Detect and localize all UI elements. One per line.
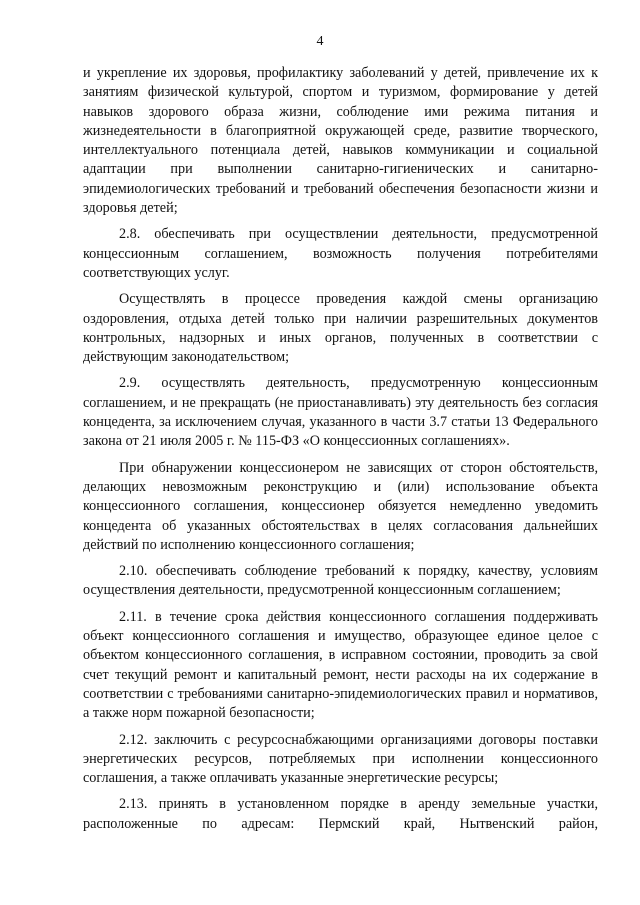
document-body <box>83 64 598 834</box>
paragraph-2-10: 2.10. обеспечивать соблюдение требований к порядку, качеству, условиям осуществления деятельности, предусмотренной концессионным соглашением; <box>83 563 598 599</box>
paragraph-2-8-additional: Осуществлять в процессе проведения каждой смены организацию оздоровления, отдыха детей только при наличии разрешительных документов контрольных, надзорных и иных органов, полученных в соответствии с действующим законодательством; <box>83 291 598 366</box>
paragraph-2-13: 2.13. принять в установленном порядке в аренду земельные участки, расположенные по адресам: Пермский край, Нытвенский район, <box>83 796 598 832</box>
paragraph-2-11: 2.11. в течение срока действия концессионного соглашения поддерживать объект концессионного соглашения и имущество, образующее единое целое с объектом концессионного соглашения, в исправном состоянии, проводить за свой счет текущий ремонт и капитальный ремонт, нести расходы на их содержание в соответствии с требованиями санитарно-эпидемиологических правил и нормативов, а также норм пожарной безопасности; <box>83 608 598 722</box>
page-number: 4 <box>316 34 324 49</box>
paragraph-2-12: 2.12. заключить с ресурсоснабжающими организациями договоры поставки энергетических ресурсов, потребляемых при исполнении концессионного соглашения, а также оплачивать указанные энергетические ресурсы; <box>83 731 598 787</box>
paragraph-2-9: 2.9. осуществлять деятельность, предусмотренную концессионным соглашением, и не прекращать (не приостанавливать) эту деятельность без согласия концедента, за исключением случая, указанного в части 3.7 статьи 13 Федерального закона от 21 июля 2005 г. № 115-ФЗ «О концессионных соглашениях». <box>83 375 598 450</box>
paragraph-2-8: 2.8. обеспечивать при осуществлении деятельности, предусмотренной концессионным соглашением, возможность получения потребителями соответствующих услуг. <box>83 226 598 281</box>
paragraph-2-9-additional: При обнаружении концессионером не зависящих от сторон обстоятельств, делающих невозможным реконструкцию и (или) использование объекта концессионного соглашения, концессионер обязуется немедленно уведомить концедента об указанных обстоятельствах в целях согласования дальнейших действий по исполнению концессионного соглашения; <box>83 459 598 553</box>
paragraph-continuation: и укрепление их здоровья, профилактику заболеваний у детей, привлечение их к занятиям физической культурой, спортом и туризмом, формирование у детей навыков здорового образа жизни, соблюдение ими режима питания и жизнедеятельности в благоприятной окружающей среде, развитие творческого, интеллектуального потенциала детей, навыков коммуникации и социальной адаптации при выполнении санитарно-гигиенических и санитарно-эпидемиологических требований и требований обеспечения безопасности жизни и здоровья детей; <box>83 65 598 217</box>
